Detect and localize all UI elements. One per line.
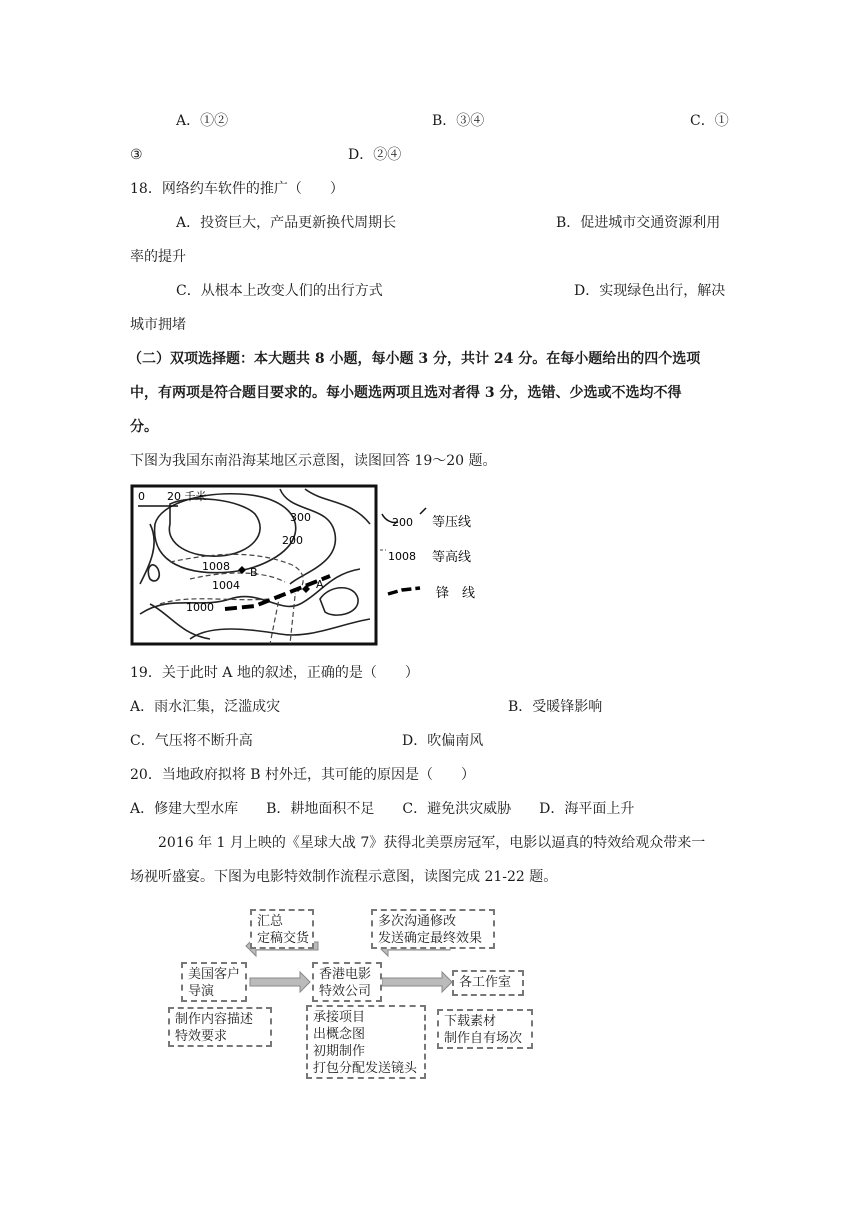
flow-box-feedback: 多次沟通修改 发送确定最终效果: [371, 909, 495, 949]
q20-stem: 20．当地政府拟将 B 村外迁，其可能的原因是（ ）: [130, 767, 476, 783]
legend-front-sample: [388, 588, 420, 594]
map-intro: 下图为我国东南沿海某地区示意图，读图回答 19～20 题。: [130, 453, 497, 469]
q19-option-c: C．气压将不断升高: [130, 733, 253, 749]
q18-option-c: C．从根本上改变人们的出行方式: [176, 283, 383, 299]
q18-option-d: D．实现绿色出行，解决: [574, 283, 726, 299]
section2-line2: 中，有两项是符合题目要求的。每小题选两项且选对者得 3 分，选错、少选或不选均不得: [130, 385, 682, 401]
point-a-label: A: [316, 578, 324, 591]
contour-label-1008: 1008: [202, 560, 230, 573]
q17-option-a: A．①②: [176, 113, 229, 129]
legend-contour-label: 等高线: [432, 550, 472, 565]
section2-line1: （二）双项选择题：本大题共 8 小题，每小题 3 分，共计 24 分。在每小题给出的四个选项: [128, 351, 701, 367]
isobar-label-300: 300: [290, 511, 311, 524]
q17-option-c-wrap: ③: [130, 147, 143, 163]
contour-label-1004: 1004: [212, 579, 240, 592]
map-frame: [132, 486, 376, 644]
q19-option-d: D．吹偏南风: [402, 733, 484, 749]
legend-contour-value: 1008: [388, 550, 416, 563]
flow-box-download: 下载素材 制作自有场次: [437, 1009, 533, 1049]
q17-option-d: D．②④: [348, 147, 402, 163]
legend-isobar-value: 200: [392, 516, 413, 529]
arrow-client-to-company: [250, 972, 310, 992]
arrow-company-to-studios: [382, 972, 452, 992]
scale-label: 0 20 千米: [138, 490, 207, 503]
section2-line3: 分。: [130, 419, 158, 435]
point-b-label: B: [250, 566, 258, 579]
contour-map: [130, 484, 490, 649]
q17-option-c: C．①: [690, 113, 729, 129]
contour-label-1000: 1000: [186, 601, 214, 614]
q17-option-b: B．③④: [432, 113, 485, 129]
legend-front-label: 锋 线: [436, 586, 476, 601]
q18-option-a: A．投资巨大，产品更新换代周期长: [176, 215, 397, 231]
q19-option-b: B．受暖锋影响: [508, 699, 603, 715]
legend-isobar-label: 等压线: [432, 515, 472, 530]
flow-box-summary: 汇总 定稿交货: [250, 909, 314, 949]
q18-stem: 18．网络约车软件的推广（ ）: [130, 181, 344, 197]
q18-option-b: B．促进城市交通资源利用: [556, 215, 721, 231]
q19-stem: 19．关于此时 A 地的叙述，正确的是（ ）: [130, 665, 419, 681]
flow-box-client: 美国客户 导演: [181, 962, 247, 1002]
flow-box-describe: 制作内容描述 特效要求: [168, 1007, 272, 1047]
film-intro-line2: 场视听盛宴。下图为电影特效制作流程示意图，读图完成 21-22 题。: [130, 869, 558, 885]
flow-box-company: 香港电影 特效公司: [312, 962, 382, 1002]
q18-option-d-wrap: 城市拥堵: [130, 317, 186, 333]
flow-box-studios: 各工作室: [452, 970, 524, 996]
q19-option-a: A．雨水汇集，泛滥成灾: [130, 699, 281, 715]
isobar-label-200: 200: [282, 534, 303, 547]
q18-option-b-wrap: 率的提升: [130, 249, 186, 265]
flow-box-project: 承接项目 出概念图 初期制作 打包分配发送镜头: [306, 1005, 426, 1079]
film-intro-line1: 2016 年 1 月上映的《星球大战 7》获得北美票房冠军，电影以逼真的特效给观众带来一: [158, 835, 706, 851]
q20-options: A．修建大型水库 B．耕地面积不足 C．避免洪灾威胁 D．海平面上升: [130, 801, 635, 817]
